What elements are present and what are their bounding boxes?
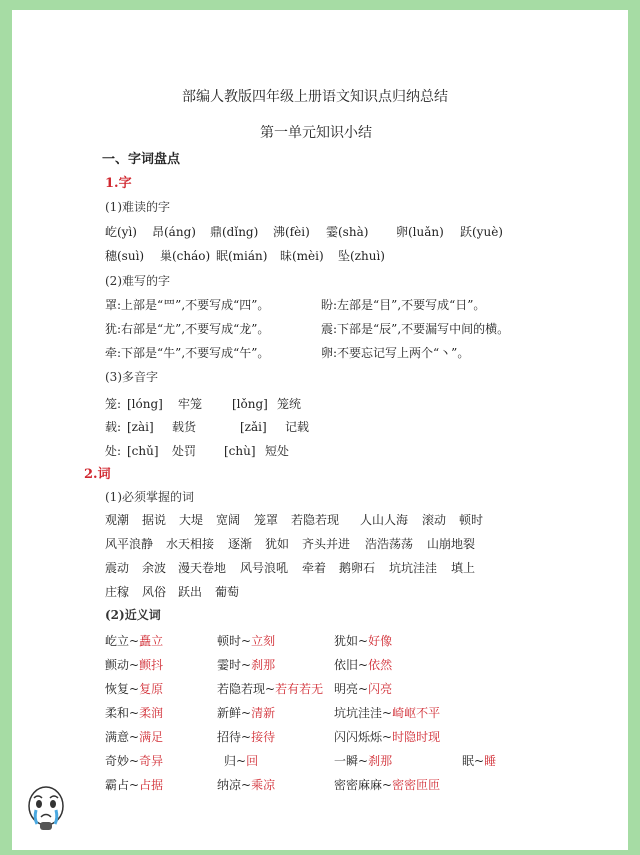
synonym-answer: 奇异 [139,754,164,768]
must-word: 犹如 [265,537,290,551]
synonym-answer: 时隐时现 [392,730,441,744]
synonym-separator: ~ [241,730,252,744]
synonym-pair [334,635,392,647]
synonym-answer: 柔润 [139,706,164,720]
synonym-word: 满意 [105,730,130,744]
synonym-word: 奇妙 [105,754,130,768]
synonym-answer: 崎岖不平 [392,706,441,720]
must-word: 庄稼 [105,585,130,599]
must-word: 风俗 [142,585,167,599]
synonym-answer: 乘凉 [251,778,276,792]
synonym-pair [217,659,275,671]
part-heading-char: 1.字 [105,176,132,191]
hard-read-item: 屹(yì) [105,225,137,239]
synonym-separator: ~ [241,634,252,648]
must-word: 葡萄 [215,585,240,599]
must-word: 水天相接 [166,537,215,551]
hard-read-item: 跃(yuè) [460,225,503,239]
synonym-pair [334,707,440,719]
hard-write-note: 震:下部是“辰”,不要漏写中间的横。 [321,322,510,336]
subheading-polyphonic: (3)多音字 [105,370,158,384]
synonym-word: 新鲜 [217,706,242,720]
hard-read-item: 昂(áng) [152,225,196,239]
hard-read-item: 沸(fèi) [273,225,310,239]
hard-read-item: 卵(luǎn) [396,225,444,239]
synonym-word: 颤动 [105,658,130,672]
synonym-pair [217,779,275,791]
synonym-answer: 满足 [139,730,164,744]
must-word: 山崩地裂 [427,537,476,551]
synonym-separator: ~ [358,682,369,696]
hard-write-note: 犹:右部是“尤”,不要写成“龙”。 [105,322,270,336]
unit-title: 第一单元知识小结 [260,125,372,141]
synonym-answer: 矗立 [139,634,164,648]
must-word: 风号浪吼 [240,561,289,575]
poly-char: 笼: [105,397,122,411]
must-word: 观潮 [105,513,130,527]
hard-read-item: 昧(mèi) [280,249,324,263]
synonym-word: 若隐若现 [217,682,266,696]
synonym-separator: ~ [129,658,140,672]
must-word: 填上 [451,561,476,575]
synonym-word: 一瞬 [334,754,359,768]
synonym-pair [105,635,163,647]
synonym-word: 依旧 [334,658,359,672]
hard-read-item: 眠(mián) [216,249,268,263]
synonym-separator: ~ [474,754,485,768]
synonym-answer: 立刻 [251,634,276,648]
synonym-separator: ~ [358,658,369,672]
synonym-answer: 好像 [368,634,393,648]
poly-pinyin: [lǒng] [232,397,268,411]
synonym-pair [105,659,163,671]
synonym-pair [334,755,392,767]
poly-pinyin: [chǔ] [127,444,159,458]
synonym-answer: 刹那 [251,658,276,672]
section-heading: 一、字词盘点 [102,152,181,167]
part-heading-word: 2.词 [84,467,111,482]
synonym-separator: ~ [382,730,393,744]
must-word: 震动 [105,561,130,575]
must-word: 齐头并进 [302,537,351,551]
poly-char: 载: [105,420,122,434]
must-word: 风平浪静 [105,537,154,551]
synonym-word: 闪闪烁烁 [334,730,383,744]
synonym-answer: 刹那 [368,754,393,768]
synonym-pair [334,683,392,695]
hard-read-item: 鼎(dǐng) [210,225,259,239]
synonym-answer: 闪亮 [368,682,393,696]
synonym-pair [217,635,275,647]
synonym-separator: ~ [265,682,276,696]
synonym-answer: 清新 [251,706,276,720]
must-word: 鹅卵石 [339,561,376,575]
synonym-answer: 密密匝匝 [392,778,441,792]
synonym-separator: ~ [241,778,252,792]
poly-word: 处罚 [172,444,197,458]
must-word: 浩浩荡荡 [365,537,414,551]
synonym-pair [105,779,163,791]
must-word: 若隐若现 [291,513,340,527]
must-word: 大堤 [179,513,204,527]
document-title: 部编人教版四年级上册语文知识点归纳总结 [182,89,448,105]
synonym-pair [217,731,275,743]
synonym-pair [334,779,440,791]
hard-write-note: 牵:下部是“牛”,不要写成“午”。 [105,346,270,360]
synonym-word: 纳凉 [217,778,242,792]
synonym-answer: 睡 [484,754,497,768]
hard-write-note: 罩:上部是“罒”,不要写成“四”。 [105,298,270,312]
subheading-hard-write: (2)难写的字 [105,274,170,288]
subheading-must-words: (1)必须掌握的词 [105,490,194,504]
synonym-separator: ~ [358,754,369,768]
synonym-pair [334,731,440,743]
poly-pinyin: [zǎi] [240,420,267,434]
must-word: 坑坑洼洼 [389,561,438,575]
document-page [12,10,628,850]
synonym-word: 恢复 [105,682,130,696]
must-word: 漫天卷地 [178,561,227,575]
must-word: 顿时 [459,513,484,527]
synonym-pair [462,755,496,767]
synonym-answer: 复原 [139,682,164,696]
poly-word: 牢笼 [178,397,203,411]
poly-word: 记载 [285,420,310,434]
synonym-separator: ~ [129,754,140,768]
synonym-answer: 占据 [139,778,164,792]
synonym-separator: ~ [358,634,369,648]
synonym-word: 招待 [217,730,242,744]
must-word: 宽阔 [216,513,241,527]
synonym-separator: ~ [129,682,140,696]
hard-read-item: 巢(cháo) [160,249,211,263]
synonym-word: 柔和 [105,706,130,720]
hard-write-note: 卵:不要忘记写上两个“丶”。 [321,346,470,360]
synonym-pair [105,755,163,767]
synonym-word: 明亮 [334,682,359,696]
must-word: 人山人海 [360,513,409,527]
must-word: 据说 [142,513,167,527]
poly-pinyin: [lóng] [127,397,163,411]
synonym-answer: 颤抖 [139,658,164,672]
synonym-separator: ~ [382,778,393,792]
must-word: 跃出 [178,585,203,599]
synonym-word: 密密麻麻 [334,778,383,792]
synonym-word: 霎时 [217,658,242,672]
synonym-pair [217,683,323,695]
synonym-pair [105,731,163,743]
hard-read-item: 霎(shà) [326,225,369,239]
poly-word: 载货 [172,420,197,434]
synonym-answer: 回 [246,754,259,768]
synonym-word: 顿时 [217,634,242,648]
poly-word: 笼统 [277,397,302,411]
subheading-synonyms: (2)近义词 [105,608,161,622]
synonym-word: 眠 [462,754,475,768]
synonym-pair [217,707,275,719]
poly-word: 短处 [265,444,290,458]
synonym-separator: ~ [241,658,252,672]
hard-read-item: 坠(zhuì) [338,249,385,263]
subheading-hard-read: (1)难读的字 [105,200,170,214]
hard-write-note: 盼:左部是“目”,不要写成“日”。 [321,298,486,312]
synonym-separator: ~ [129,778,140,792]
synonym-separator: ~ [129,634,140,648]
synonym-pair [105,683,163,695]
poly-pinyin: [zài] [127,420,154,434]
synonym-separator: ~ [129,730,140,744]
must-word: 余波 [142,561,167,575]
synonym-answer: 若有若无 [275,682,324,696]
synonym-pair [105,707,163,719]
synonym-word: 坑坑洼洼 [334,706,383,720]
synonym-answer: 接待 [251,730,276,744]
must-word: 牵着 [302,561,327,575]
synonym-word: 屹立 [105,634,130,648]
crying-face-icon [26,784,66,832]
must-word: 笼罩 [254,513,279,527]
synonym-word: 犹如 [334,634,359,648]
synonym-pair [224,755,258,767]
synonym-word: 霸占 [105,778,130,792]
must-word: 滚动 [422,513,447,527]
poly-char: 处: [105,444,122,458]
synonym-separator: ~ [382,706,393,720]
must-word: 逐渐 [228,537,253,551]
synonym-answer: 依然 [368,658,393,672]
hard-read-item: 穗(suì) [105,249,145,263]
synonym-separator: ~ [236,754,247,768]
synonym-separator: ~ [241,706,252,720]
synonym-word: 归 [224,754,237,768]
synonym-separator: ~ [129,706,140,720]
poly-pinyin: [chù] [224,444,256,458]
synonym-pair [334,659,392,671]
